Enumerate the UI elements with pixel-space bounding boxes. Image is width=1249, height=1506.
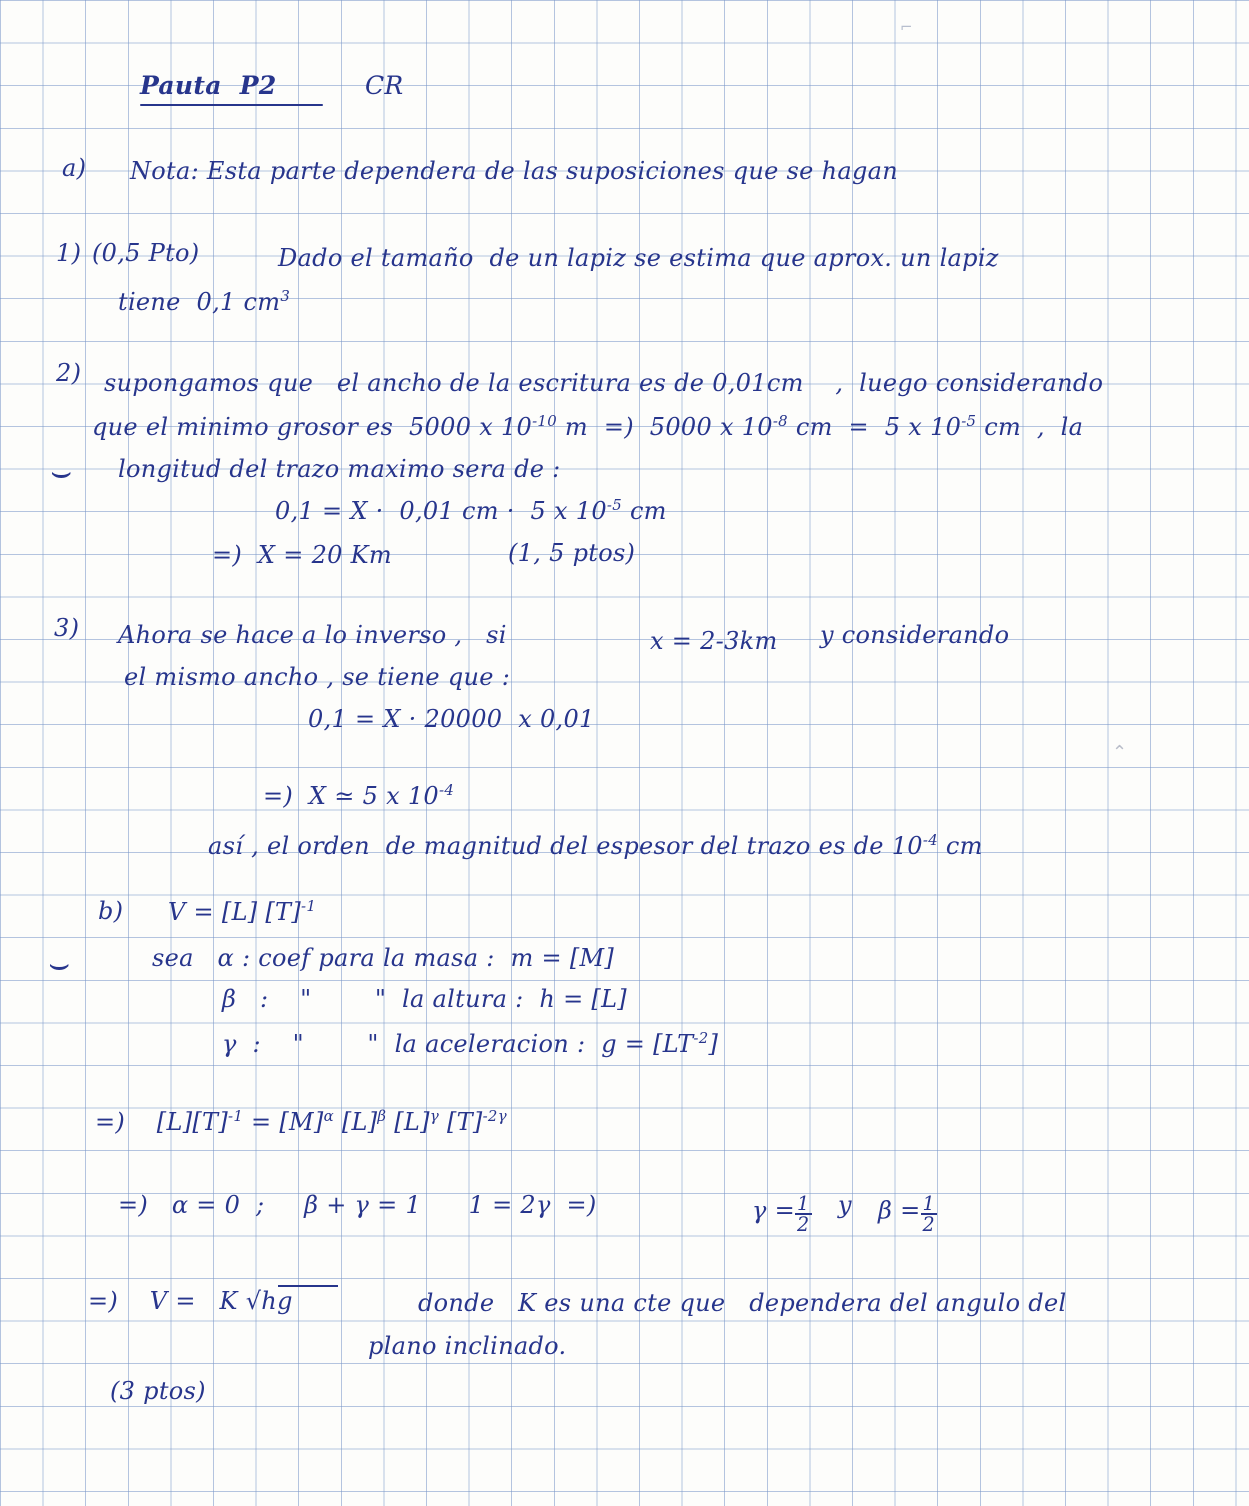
item-3-line-1a: Ahora se hace a lo inverso , si — [118, 621, 507, 649]
item-2-number: 2) — [56, 359, 82, 387]
item-2-exp-b: -8 — [772, 412, 788, 430]
section-b-v-text: V = — [168, 898, 222, 926]
dim-eq-d: [L] — [386, 1108, 430, 1136]
item-3-eq2-text: =) X ≃ 5 x 10 — [263, 782, 439, 810]
item-3-line-1b: x = 2-3km — [650, 627, 778, 655]
dimensional-equation — [95, 1108, 507, 1137]
item-2-line-1: supongamos que el ancho de la escritura es de 0,01cm , luego considerando — [104, 369, 1104, 397]
exponent-solutions: =) α = 0 ; β + γ = 1 1 = 2γ =) — [118, 1191, 597, 1219]
section-b-points: (3 ptos) — [110, 1377, 206, 1405]
beta-frac-num: 1 — [922, 1192, 936, 1215]
dim-eq-b: = [M] — [243, 1108, 324, 1136]
item-2-exp-a: -10 — [532, 412, 557, 430]
author-initials: CR — [365, 71, 404, 100]
item-1-line-2-text: tiene 0,1 cm — [118, 288, 281, 316]
item-1-points: (0,5 Pto) — [92, 239, 200, 267]
beta-solution-label: β = — [878, 1196, 921, 1225]
item-2-line-2-d: cm , la — [976, 413, 1084, 441]
definition-alpha: sea α : coef para la masa : m = [M] — [152, 944, 615, 972]
gamma-fraction — [795, 1192, 812, 1237]
item-2-line-2-c: cm = 5 x 10 — [787, 413, 962, 441]
solution-conjunction: y — [838, 1191, 852, 1219]
dim-eq-d-exp: γ — [429, 1107, 440, 1125]
item-1-line-2 — [118, 288, 290, 317]
item-3-equation-1: 0,1 = X · 20000 x 0,01 — [308, 705, 595, 733]
item-1-line-2-exponent: 3 — [280, 287, 291, 305]
beta-solution — [878, 1192, 937, 1237]
item-3-equation-2 — [263, 782, 454, 811]
item-3-line-2: el mismo ancho , se tiene que : — [124, 663, 511, 691]
section-b-velocity-dim — [168, 898, 316, 927]
dim-eq-b-exp: α — [323, 1107, 334, 1125]
item-3-line-3-exp: -4 — [922, 831, 938, 849]
final-result-lhs — [88, 1288, 293, 1316]
item-2-eq1-text: 0,1 = X · 0,01 cm · 5 x 10 — [275, 497, 607, 525]
item-2-exp-c: -5 — [961, 412, 977, 430]
final-result-prefix: =) V = K — [88, 1287, 238, 1315]
final-result-sqrt: √hg — [245, 1287, 293, 1315]
gamma-solution-label: γ = — [752, 1196, 795, 1225]
item-2-line-3: longitud del trazo maximo sera de : — [118, 455, 561, 483]
title-underline — [140, 104, 323, 106]
gamma-frac-den: 2 — [796, 1213, 810, 1237]
definition-gamma-close: ] — [708, 1030, 719, 1058]
final-result-note-1: donde K es una cte que dependera del angulo del — [418, 1289, 1067, 1317]
item-3-number: 3) — [54, 614, 80, 642]
corner-scribble-mark: ⌐ — [900, 18, 913, 36]
final-result-note-2: plano inclinado. — [368, 1332, 567, 1360]
item-1-number: 1) — [56, 239, 82, 267]
section-a-note: Nota: Esta parte dependera de las suposiciones que se hagan — [130, 157, 898, 185]
dim-eq-a: =) [L][T] — [95, 1108, 228, 1136]
item-2-equation-1 — [275, 497, 667, 526]
item-2-equation-2-points: (1, 5 ptos) — [508, 539, 636, 567]
section-b-label: b) — [98, 897, 124, 925]
section-b-v-dims: [L] [T] — [221, 898, 302, 926]
item-3-line-3-text: así , el orden de magnitud del espesor del trazo es de 10 — [208, 832, 923, 860]
definition-gamma — [222, 1030, 718, 1059]
dim-eq-a-exp: -1 — [228, 1107, 244, 1125]
item-2-line-2-a: que el minimo grosor es 5000 x 10 — [92, 413, 533, 441]
page-title: Pauta P2 — [140, 71, 277, 100]
beta-fraction — [921, 1192, 938, 1237]
beta-frac-den: 2 — [922, 1213, 936, 1237]
dim-eq-e: [T] — [439, 1108, 483, 1136]
stray-pencil-mark: ⌃ — [1112, 742, 1128, 763]
sqrt-overbar — [278, 1285, 338, 1287]
definition-gamma-exp: -2 — [693, 1029, 709, 1047]
item-2-eq1-unit: cm — [622, 497, 667, 525]
dim-eq-e-exp: -2γ — [482, 1107, 507, 1125]
definition-beta: β : " " la altura : h = [L] — [222, 985, 627, 1013]
definition-gamma-text: γ : " " la aceleracion : g = [LT — [222, 1030, 694, 1058]
section-b-v-exp: -1 — [301, 897, 317, 915]
dim-eq-c: [L] — [333, 1108, 378, 1136]
item-3-line-1c: y considerando — [820, 621, 1010, 649]
margin-swirl-1: ⌣ — [50, 452, 73, 492]
item-3-line-3 — [208, 832, 983, 861]
item-3-eq2-exp: -4 — [439, 781, 455, 799]
gamma-frac-num: 1 — [796, 1192, 810, 1215]
item-2-line-2 — [92, 413, 1083, 442]
item-1-line-1: Dado el tamaño de un lapiz se estima que aprox. un lapiz — [278, 244, 999, 272]
section-a-label: a) — [62, 154, 87, 182]
margin-swirl-2: ⌣ — [48, 944, 71, 984]
item-3-line-3-unit: cm — [937, 832, 983, 860]
item-2-eq1-exp: -5 — [606, 496, 623, 514]
item-2-equation-2: =) X = 20 Km — [212, 541, 392, 569]
gamma-solution — [752, 1192, 812, 1237]
item-2-line-2-b: m =) 5000 x 10 — [556, 413, 773, 441]
dim-eq-c-exp: β — [377, 1107, 387, 1125]
